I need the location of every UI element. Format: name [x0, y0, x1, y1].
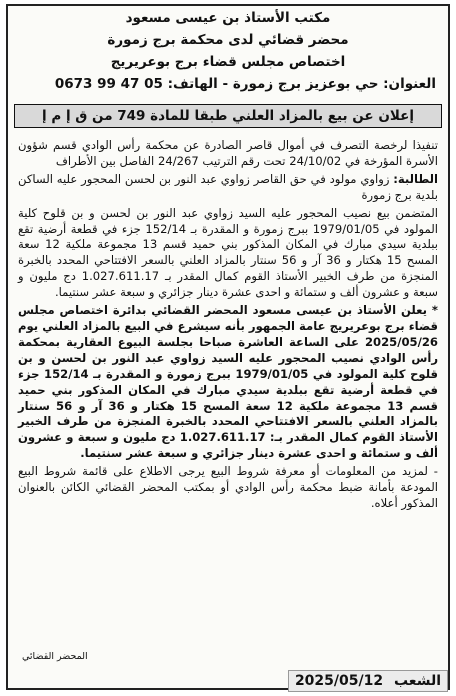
office-name: مكتب الأستاذ بن عيسى مسعود	[125, 10, 331, 26]
notice-banner: إعلان عن بيع بالمزاد العلني طبقا للمادة 749 من ق إ م إ	[14, 104, 442, 128]
paragraph-applicant	[18, 172, 438, 204]
applicant-text: زواوي مولود في حق القاصر زواوي عبد النور بن لحسن المحجور عليه الساكن بلدية برج زمورة	[18, 171, 438, 202]
office-address: العنوان: حي بوعزيز برج زمورة - الهاتف: 05 47 99 0673	[54, 76, 436, 92]
publication-date: 2025/05/12	[294, 673, 384, 689]
applicant-label: الطالبة:	[393, 171, 438, 186]
signature: المحضر القضائي	[22, 651, 88, 662]
legal-notice	[6, 4, 450, 690]
jurisdiction: اختصاص مجلس قضاء برج بوعريريج	[110, 54, 346, 70]
bailiff-title: محضر قضائي لدى محكمة برج زمورة	[107, 32, 349, 48]
paragraph-announcement: * يعلن الأستاذ بن عيسى مسعود المحضر القضائي بدائرة اختصاص مجلس قضاء برج بوعريريج عامة الجمهور بأنه سيشرع في البيع بالمزاد العلني يوم 2025/05/26 على الساعة العاشرة صباحا بجلسة البيوع العقارية بمحكمة رأس الوادي نصيب المحجور عليه السيد زواوي عبد النور بن لحسن و بن قلوح كلية المولود في 1979/01/05 ببرج زمورة و المقدرة بـ 152/14 جزء في قطعة أرضية تقع ببلدية سيدي مبارك في المكان المذكور بني حميد قسم 13 مجموعة ملكية 12 سعة المسح 15 هكتار و 36 آر و 56 سنتار بالمزاد العلني بالسعر الافتتاحي المحدد بالخبرة المنجزة من طرف الخبير الأستاذ القوم كمال المقدر بـ: 1.027.611.17 دج مليون و سبعة و عشرون ألف و ستمائة و احدى عشرة دينار جزائري و سبعة عشر سنتيما.	[18, 303, 439, 461]
paragraph-authorization: تنفيذا لرخصة التصرف في أموال قاصر الصادرة عن محكمة رأس الوادي قسم شؤون الأسرة المؤرخة في 24/10/02 تحت رقم الترتيب 24/267 الفاصل بين الأطراف	[18, 138, 438, 168]
paragraph-property: المتضمن بيع نصيب المحجور عليه السيد زواوي عبد النور بن لحسن و بن قلوح كلية المولود في 1979/01/05 ببرج زمورة و المقدرة بـ 152/14 جزء في قطعة أرضية تقع ببلدية سيدي مبارك في المكان المذكور بني حميد قسم 13 مجموعة ملكية 12 سعة المسح 15 هكتار و 36 آر و 56 سنتار بالمزاد العلني بالسعر الافتتاحي المحدد بالخبرة المنجزة من طرف الخبير الأستاذ القوم كمال المقدر بـ 1.027.611.17 دج مليون و سبعة و عشرون ألف و ستمائة و احدى عشرة دينار جزائري و سبعة عشر سنتيما.	[18, 205, 438, 300]
newspaper-footer	[288, 670, 448, 692]
paragraph-more-info: - لمزيد من المعلومات أو معرفة شروط البيع يرجى الاطلاع على قائمة شروط البيع المودعة بأمانة ضبط محكمة رأس الوادي أو بمكتب المحضر القضائي الكائن بالعنوان المذكور أعلاه.	[18, 464, 438, 510]
newspaper-name: الشعب	[393, 673, 441, 689]
notice-body	[8, 134, 448, 512]
